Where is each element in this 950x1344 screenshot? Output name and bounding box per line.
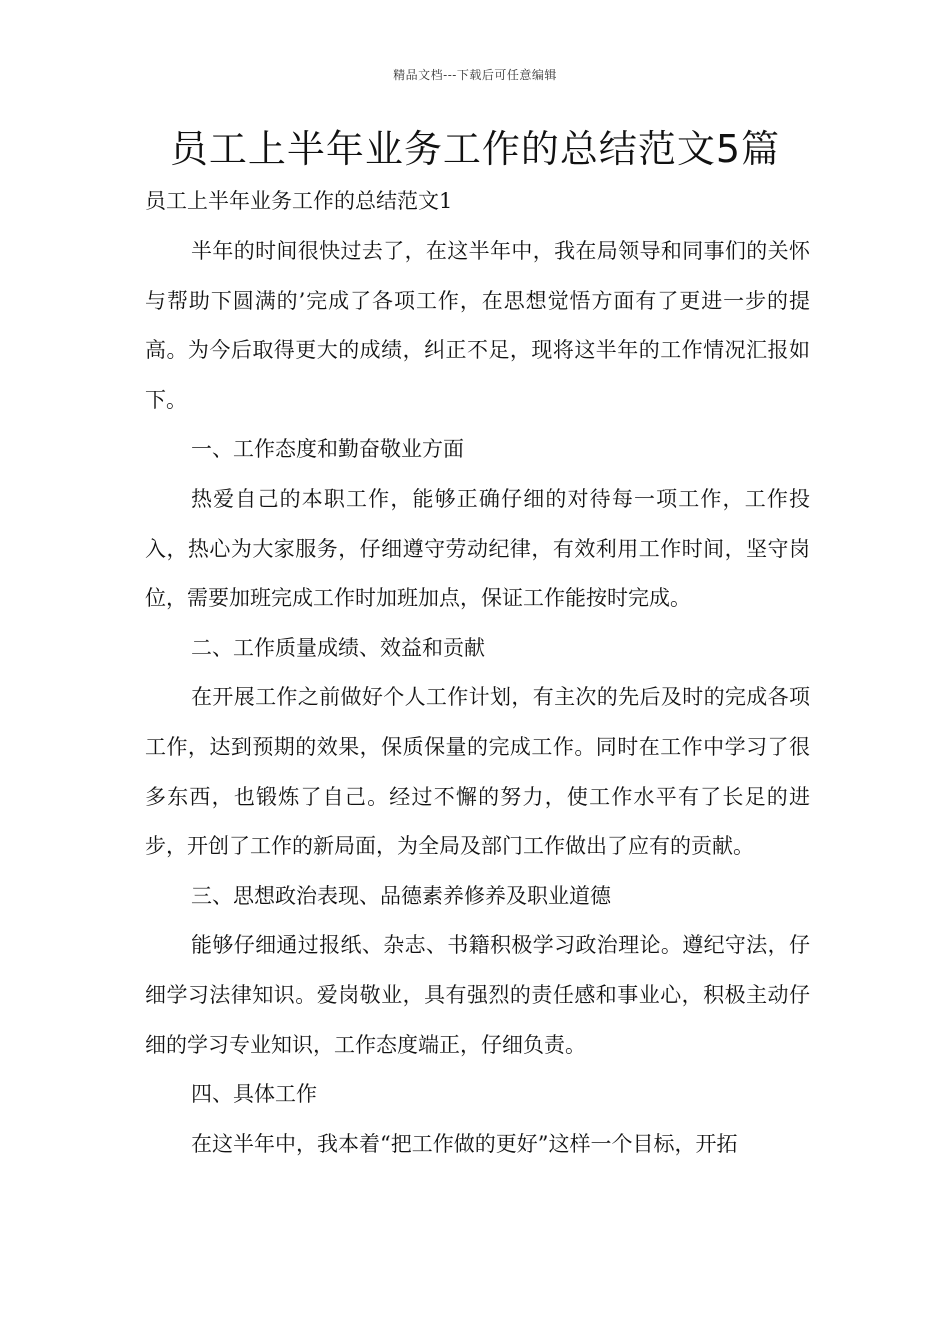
body-paragraph: 能够仔细通过报纸、杂志、书籍积极学习政治理论。遵纪守法，仔细学习法律知识。爱岗敬业，具有强烈的责任感和事业心，积极主动仔细的学习专业知识，工作态度端正，仔细负责。 bbox=[145, 933, 810, 1057]
body-paragraph: 热爱自己的本职工作，能够正确仔细的对待每一项工作，工作投入，热心为大家服务，仔细遵守劳动纪律，有效利用工作时间，坚守岗位，需要加班完成工作时加班加点，保证工作能按时完成。 bbox=[145, 486, 810, 611]
document-title: 员工上半年业务工作的总结范文5篇 bbox=[169, 127, 781, 171]
header-note: 精品文档---下载后可任意编辑 bbox=[393, 68, 557, 82]
document-body bbox=[145, 227, 810, 1169]
section-heading: 四、具体工作 bbox=[191, 1082, 317, 1107]
section-title: 员工上半年业务工作的总结范文1 bbox=[145, 189, 453, 213]
section-heading: 三、思想政治表现、品德素养修养及职业道德 bbox=[191, 883, 611, 908]
section-heading: 二、工作质量成绩、效益和贡献 bbox=[191, 635, 485, 660]
body-paragraph: 在这半年中，我本着“把工作做的更好”这样一个目标，开拓 bbox=[191, 1131, 738, 1156]
body-paragraph: 在开展工作之前做好个人工作计划，有主次的先后及时的完成各项工作，达到预期的效果，保质保量的完成工作。同时在工作中学习了很多东西，也锻炼了自己。经过不懈的努力，使工作水平有了长足的进步，开创了工作的新局面，为全局及部门工作做出了应有的贡献。 bbox=[145, 685, 810, 859]
body-paragraph: 半年的时间很快过去了，在这半年中，我在局领导和同事们的关怀与帮助下圆满的’完成了各项工作，在思想觉悟方面有了更进一步的提高。为今后取得更大的成绩，纠正不足，现将这半年的工作情况汇报如下。 bbox=[145, 239, 810, 412]
section-heading: 一、工作态度和勤奋敬业方面 bbox=[191, 437, 464, 462]
